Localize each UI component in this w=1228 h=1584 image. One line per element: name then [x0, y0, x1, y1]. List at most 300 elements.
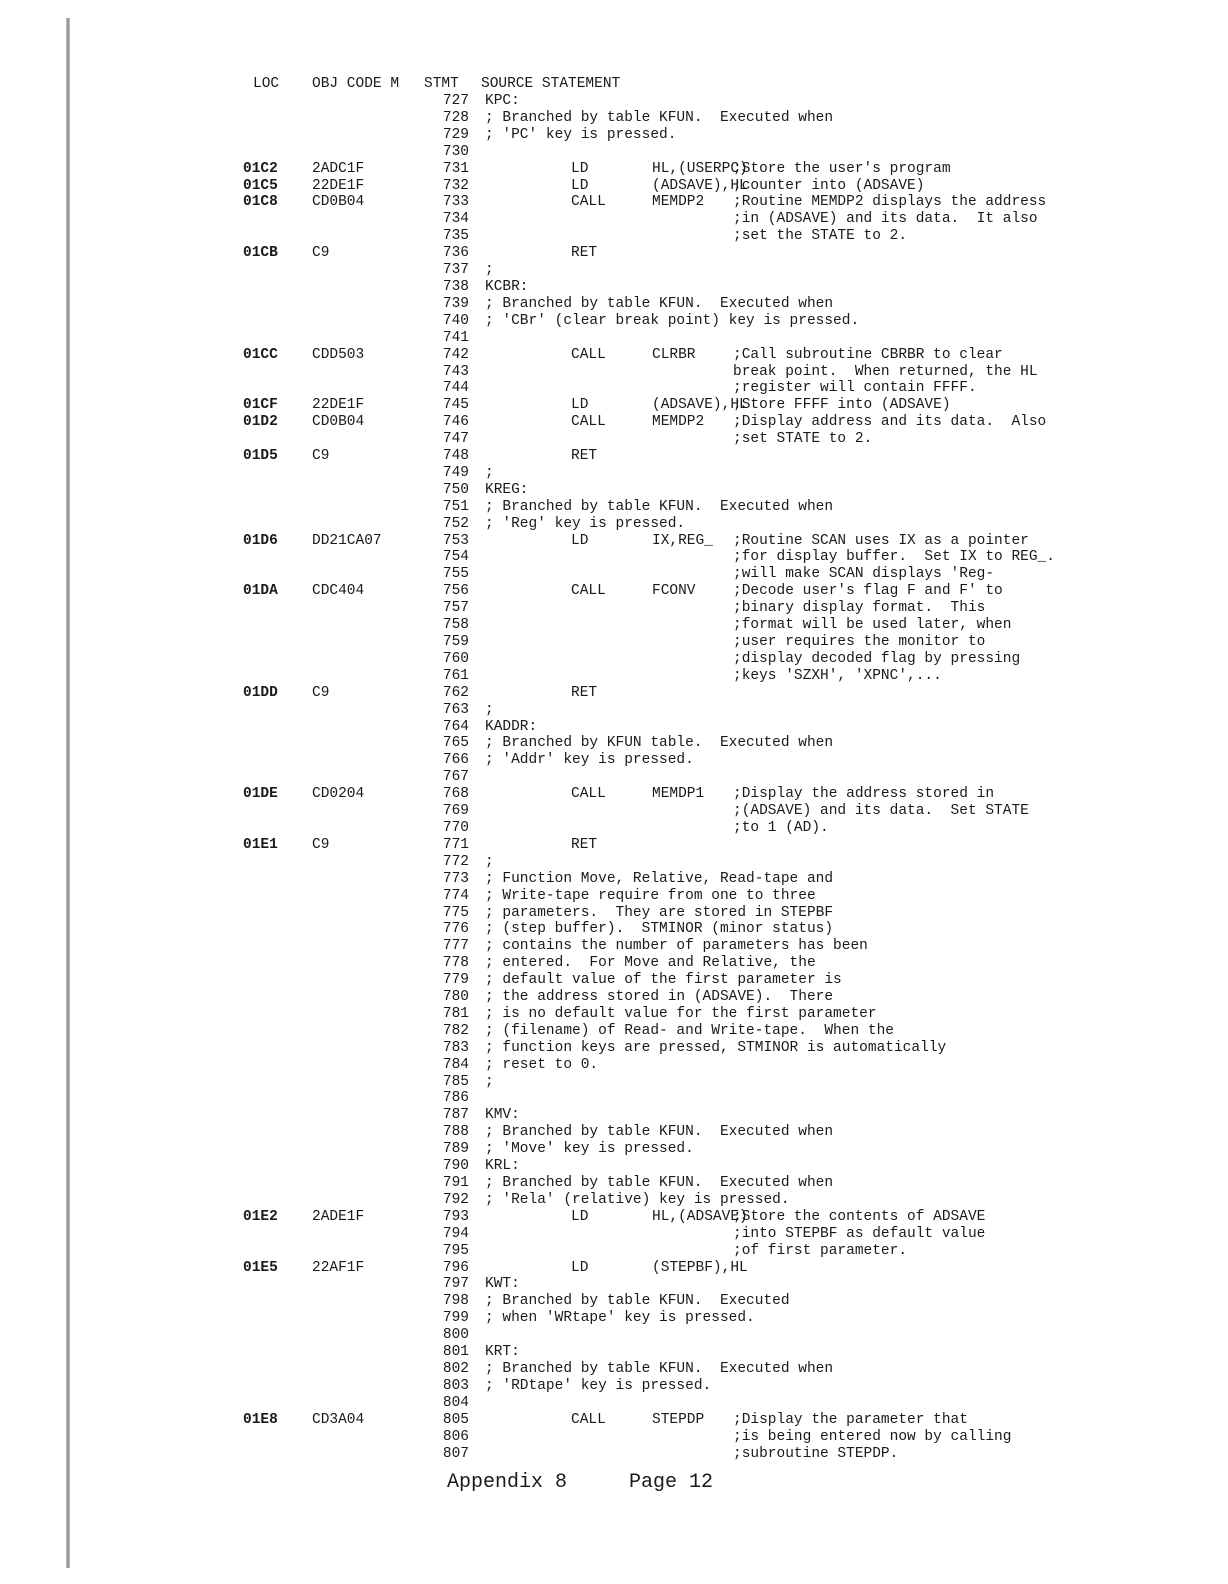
source-line: ; the address stored in (ADSAVE). There: [485, 989, 834, 1006]
statement-number: 752: [442, 515, 469, 532]
loc-address: 01D5: [243, 448, 278, 465]
loc-address: 01E5: [243, 1259, 278, 1276]
statement-number: 807: [442, 1445, 469, 1462]
opcode: CALL: [571, 194, 606, 211]
operand: FCONV: [652, 583, 696, 600]
source-line: ; 'CBr' (clear break point) key is pressed.: [485, 312, 860, 329]
statement-number: 747: [442, 431, 469, 448]
source-line: KWT:: [485, 1276, 520, 1293]
object-code: CD0B04: [312, 194, 365, 211]
loc-address: 01CC: [243, 346, 278, 363]
source-line: ; is no default value for the first parameter: [485, 1005, 877, 1022]
statement-number: 751: [442, 498, 469, 515]
listing-line: [0, 93, 1228, 110]
listing-line: [0, 1429, 1228, 1446]
listing-line: [0, 938, 1228, 955]
source-line: ; contains the number of parameters has been: [485, 938, 868, 955]
comment: ;set the STATE to 2.: [733, 228, 908, 245]
listing-line: [0, 1107, 1228, 1124]
statement-number: 798: [442, 1293, 469, 1310]
operand: CLRBR: [652, 346, 696, 363]
statement-number: 796: [442, 1259, 469, 1276]
listing-line: [0, 364, 1228, 381]
listing-line: [0, 1124, 1228, 1141]
statement-number: 769: [442, 803, 469, 820]
object-code: 22AF1F: [312, 1259, 365, 1276]
statement-number: 754: [442, 549, 469, 566]
listing-line: [0, 127, 1228, 144]
listing-line: [0, 972, 1228, 989]
comment: ;Call subroutine CBRBR to clear: [733, 346, 1003, 363]
listing-line: [0, 837, 1228, 854]
statement-number: 750: [442, 481, 469, 498]
statement-number: 755: [442, 566, 469, 583]
listing-line: [0, 194, 1228, 211]
statement-number: 803: [442, 1377, 469, 1394]
listing-line: [0, 144, 1228, 161]
listing-line: [0, 1158, 1228, 1175]
header-stmt: STMT: [424, 76, 459, 92]
source-line: ;: [485, 701, 494, 718]
column-header: [0, 76, 1228, 94]
source-line: ; 'RDtape' key is pressed.: [485, 1377, 712, 1394]
opcode: LD: [571, 177, 589, 194]
statement-number: 781: [442, 1005, 469, 1022]
listing-line: [0, 786, 1228, 803]
statement-number: 782: [442, 1022, 469, 1039]
statement-number: 801: [442, 1344, 469, 1361]
comment: ;user requires the monitor to: [733, 634, 986, 650]
operand: MEMDP2: [652, 414, 705, 431]
statement-number: 741: [442, 329, 469, 346]
statement-number: 746: [442, 414, 469, 431]
listing-line: [0, 549, 1228, 566]
listing-line: [0, 397, 1228, 414]
statement-number: 749: [442, 464, 469, 481]
statement-number: 729: [442, 126, 469, 143]
comment: ;into STEPBF as default value: [733, 1225, 986, 1242]
statement-number: 767: [442, 769, 469, 786]
listing-line: [0, 1260, 1228, 1277]
listing-line: [0, 1395, 1228, 1412]
source-line: ; (filename) of Read- and Write-tape. When the: [485, 1022, 894, 1039]
object-code: DD21CA07: [312, 532, 382, 549]
listing-line: [0, 685, 1228, 702]
statement-number: 770: [442, 819, 469, 836]
listing-line: [0, 1361, 1228, 1378]
loc-address: 01E8: [243, 1411, 278, 1428]
statement-number: 735: [442, 228, 469, 245]
listing-line: [0, 1378, 1228, 1395]
loc-address: 01C2: [243, 160, 278, 177]
statement-number: 728: [442, 109, 469, 126]
loc-address: 01C8: [243, 194, 278, 211]
listing-line: [0, 702, 1228, 719]
source-line: ; Write-tape require from one to three: [485, 887, 816, 904]
opcode: LD: [571, 397, 589, 414]
statement-number: 757: [442, 600, 469, 617]
comment: ;Store the user's program: [733, 160, 951, 177]
statement-number: 745: [442, 397, 469, 414]
statement-number: 780: [442, 989, 469, 1006]
loc-address: 01C5: [243, 177, 278, 194]
source-line: ; Branched by table KFUN. Executed when: [485, 295, 834, 312]
object-code: 2ADC1F: [312, 160, 365, 177]
statement-number: 739: [442, 295, 469, 312]
statement-number: 792: [442, 1191, 469, 1208]
comment: ;keys 'SZXH', 'XPNC',...: [733, 667, 942, 684]
statement-number: 778: [442, 955, 469, 972]
source-line: KCBR:: [485, 278, 529, 295]
listing-line: [0, 482, 1228, 499]
loc-address: 01DD: [243, 684, 278, 701]
source-line: ; entered. For Move and Relative, the: [485, 955, 816, 972]
assembly-listing: [0, 93, 1228, 1462]
statement-number: 800: [442, 1327, 469, 1344]
statement-number: 797: [442, 1276, 469, 1293]
statement-number: 737: [442, 262, 469, 279]
comment: ;of first parameter.: [733, 1242, 908, 1259]
listing-line: [0, 465, 1228, 482]
listing-line: [0, 245, 1228, 262]
source-line: ; Branched by table KFUN. Executed when: [485, 1175, 834, 1191]
listing-line: [0, 989, 1228, 1006]
statement-number: 788: [442, 1124, 469, 1141]
listing-line: [0, 347, 1228, 364]
listing-line: [0, 1040, 1228, 1057]
loc-address: 01D2: [243, 414, 278, 431]
statement-number: 763: [442, 701, 469, 718]
object-code: C9: [312, 448, 330, 465]
statement-number: 806: [442, 1428, 469, 1445]
object-code: 22DE1F: [312, 397, 365, 414]
opcode: LD: [571, 160, 589, 177]
listing-line: [0, 634, 1228, 651]
source-line: ; Branched by table KFUN. Executed when: [485, 1124, 834, 1141]
comment: ;Routine SCAN uses IX as a pointer: [733, 532, 1029, 549]
footer-page-number: Page 12: [629, 1471, 714, 1494]
statement-number: 776: [442, 921, 469, 938]
header-obj-code: OBJ CODE M: [312, 76, 400, 92]
listing-line: [0, 600, 1228, 617]
comment: ;subroutine STEPDP.: [733, 1445, 899, 1462]
listing-line: [0, 566, 1228, 583]
listing-line: [0, 854, 1228, 871]
source-line: ; default value of the first parameter is: [485, 972, 842, 989]
listing-line: [0, 431, 1228, 448]
listing-line: [0, 330, 1228, 347]
listing-line: [0, 1276, 1228, 1293]
statement-number: 764: [442, 718, 469, 735]
listing-line: [0, 1243, 1228, 1260]
statement-number: 738: [442, 278, 469, 295]
source-line: ; 'Reg' key is pressed.: [485, 515, 686, 532]
opcode: CALL: [571, 414, 606, 431]
opcode: RET: [571, 448, 598, 465]
statement-number: 734: [442, 211, 469, 228]
listing-line: [0, 1310, 1228, 1327]
statement-number: 802: [442, 1360, 469, 1377]
source-line: ;: [485, 853, 494, 870]
statement-number: 771: [442, 836, 469, 853]
operand: MEMDP2: [652, 194, 705, 211]
statement-number: 730: [442, 143, 469, 160]
statement-number: 759: [442, 634, 469, 650]
statement-number: 795: [442, 1242, 469, 1259]
statement-number: 787: [442, 1107, 469, 1124]
listing-line: [0, 719, 1228, 736]
statement-number: 804: [442, 1394, 469, 1411]
comment: ;Display the address stored in: [733, 786, 995, 803]
listing-line: [0, 161, 1228, 178]
statement-number: 786: [442, 1090, 469, 1107]
statement-number: 790: [442, 1158, 469, 1175]
source-line: ; Function Move, Relative, Read-tape and: [485, 870, 834, 887]
listing-line: [0, 668, 1228, 685]
comment: break point. When returned, the HL: [733, 363, 1038, 380]
statement-number: 783: [442, 1039, 469, 1056]
comment: ;for display buffer. Set IX to REG_.: [733, 549, 1055, 566]
operand: HL,(USERPC): [652, 160, 748, 177]
source-line: ; (step buffer). STMINOR (minor status): [485, 921, 834, 938]
statement-number: 772: [442, 853, 469, 870]
source-line: ; when 'WRtape' key is pressed.: [485, 1310, 755, 1327]
statement-number: 727: [442, 93, 469, 109]
listing-line: [0, 1344, 1228, 1361]
listing-line: [0, 617, 1228, 634]
statement-number: 785: [442, 1073, 469, 1090]
listing-line: [0, 228, 1228, 245]
opcode: CALL: [571, 346, 606, 363]
statement-number: 761: [442, 667, 469, 684]
listing-line: [0, 296, 1228, 313]
listing-line: [0, 921, 1228, 938]
statement-number: 742: [442, 346, 469, 363]
listing-line: [0, 380, 1228, 397]
source-line: ; parameters. They are stored in STEPBF: [485, 904, 834, 921]
listing-line: [0, 1006, 1228, 1023]
opcode: LD: [571, 1208, 589, 1225]
comment: ;display decoded flag by pressing: [733, 650, 1021, 667]
source-line: KPC:: [485, 93, 520, 109]
listing-line: [0, 888, 1228, 905]
loc-address: 01CB: [243, 245, 278, 262]
listing-line: [0, 955, 1228, 972]
loc-address: 01CF: [243, 397, 278, 414]
statement-number: 774: [442, 887, 469, 904]
comment: ;counter into (ADSAVE): [733, 177, 925, 194]
listing-line: [0, 1175, 1228, 1192]
source-line: ; reset to 0.: [485, 1056, 599, 1073]
listing-line: [0, 905, 1228, 922]
source-line: ;: [485, 464, 494, 481]
source-line: ; function keys are pressed, STMINOR is automatically: [485, 1039, 947, 1056]
statement-number: 733: [442, 194, 469, 211]
loc-address: 01D6: [243, 532, 278, 549]
listing-line: [0, 279, 1228, 296]
opcode: RET: [571, 836, 598, 853]
source-line: ; Branched by table KFUN. Executed when: [485, 109, 834, 126]
listing-line: [0, 1074, 1228, 1091]
listing-line: [0, 533, 1228, 550]
statement-number: 789: [442, 1141, 469, 1158]
listing-line: [0, 1209, 1228, 1226]
comment: ;to 1 (AD).: [733, 819, 829, 836]
statement-number: 756: [442, 583, 469, 600]
listing-line: [0, 1412, 1228, 1429]
object-code: 2ADE1F: [312, 1208, 365, 1225]
statement-number: 793: [442, 1208, 469, 1225]
source-line: ; Branched by table KFUN. Executed: [485, 1293, 790, 1310]
statement-number: 740: [442, 312, 469, 329]
source-line: ; Branched by table KFUN. Executed when: [485, 498, 834, 515]
statement-number: 760: [442, 650, 469, 667]
listing-line: [0, 871, 1228, 888]
statement-number: 731: [442, 160, 469, 177]
comment: ;binary display format. This: [733, 600, 986, 617]
source-line: KMV:: [485, 1107, 520, 1124]
operand: HL,(ADSAVE): [652, 1208, 748, 1225]
statement-number: 777: [442, 938, 469, 955]
listing-line: [0, 1446, 1228, 1463]
source-line: KADDR:: [485, 718, 538, 735]
statement-number: 736: [442, 245, 469, 262]
object-code: CD0204: [312, 786, 365, 803]
object-code: C9: [312, 245, 330, 262]
statement-number: 765: [442, 735, 469, 752]
listing-line: [0, 735, 1228, 752]
statement-number: 743: [442, 363, 469, 380]
listing-line: [0, 1327, 1228, 1344]
statement-number: 791: [442, 1175, 469, 1191]
operand: IX,REG_: [652, 532, 713, 549]
statement-number: 762: [442, 684, 469, 701]
listing-line: [0, 1226, 1228, 1243]
operand: (ADSAVE),HL: [652, 177, 748, 194]
object-code: C9: [312, 836, 330, 853]
object-code: CDC404: [312, 583, 365, 600]
loc-address: 01DE: [243, 786, 278, 803]
statement-number: 766: [442, 752, 469, 769]
operand: (STEPBF),HL: [652, 1259, 748, 1276]
opcode: RET: [571, 245, 598, 262]
statement-number: 775: [442, 904, 469, 921]
listing-line: [0, 803, 1228, 820]
footer-appendix: Appendix 8: [447, 1471, 568, 1494]
listing-line: [0, 516, 1228, 533]
comment: ;will make SCAN displays 'Reg-: [733, 566, 995, 583]
listing-line: [0, 1023, 1228, 1040]
loc-address: 01E1: [243, 836, 278, 853]
statement-number: 753: [442, 532, 469, 549]
listing-line: [0, 752, 1228, 769]
header-loc: LOC: [253, 76, 280, 92]
comment: ;format will be used later, when: [733, 617, 1012, 634]
object-code: 22DE1F: [312, 177, 365, 194]
statement-number: 779: [442, 972, 469, 989]
statement-number: 773: [442, 870, 469, 887]
loc-address: 01DA: [243, 583, 278, 600]
comment: ;Routine MEMDP2 displays the address: [733, 194, 1047, 211]
source-line: KRT:: [485, 1344, 520, 1361]
listing-line: [0, 414, 1228, 431]
comment: ;(ADSAVE) and its data. Set STATE: [733, 803, 1029, 820]
source-line: ; 'Rela' (relative) key is pressed.: [485, 1191, 790, 1208]
operand: MEMDP1: [652, 786, 705, 803]
source-line: ; Branched by KFUN table. Executed when: [485, 735, 834, 752]
opcode: CALL: [571, 583, 606, 600]
opcode: CALL: [571, 1411, 606, 1428]
listing-line: [0, 178, 1228, 195]
comment: ;Store the contents of ADSAVE: [733, 1208, 986, 1225]
listing-line: [0, 211, 1228, 228]
source-line: ;: [485, 1073, 494, 1090]
comment: ;register will contain FFFF.: [733, 380, 977, 397]
listing-line: [0, 651, 1228, 668]
listing-line: [0, 1293, 1228, 1310]
listing-line: [0, 1057, 1228, 1074]
object-code: CD0B04: [312, 414, 365, 431]
statement-number: 784: [442, 1056, 469, 1073]
object-code: C9: [312, 684, 330, 701]
listing-line: [0, 1090, 1228, 1107]
statement-number: 799: [442, 1310, 469, 1327]
statement-number: 805: [442, 1411, 469, 1428]
comment: ;set STATE to 2.: [733, 431, 873, 448]
source-line: KRL:: [485, 1158, 520, 1175]
listing-line: [0, 499, 1228, 516]
object-code: CDD503: [312, 346, 365, 363]
statement-number: 794: [442, 1225, 469, 1242]
statement-number: 758: [442, 617, 469, 634]
statement-number: 748: [442, 448, 469, 465]
source-line: KREG:: [485, 481, 529, 498]
comment: ;Display the parameter that: [733, 1411, 968, 1428]
comment: ;is being entered now by calling: [733, 1428, 1012, 1445]
listing-line: [0, 313, 1228, 330]
source-line: ; 'PC' key is pressed.: [485, 126, 677, 143]
listing-line: [0, 262, 1228, 279]
comment: ;Decode user's flag F and F' to: [733, 583, 1003, 600]
page-footer: [0, 1471, 1228, 1501]
opcode: LD: [571, 532, 589, 549]
listing-line: [0, 448, 1228, 465]
operand: (ADSAVE),HL: [652, 397, 748, 414]
source-line: ; Branched by table KFUN. Executed when: [485, 1360, 834, 1377]
comment: ;Display address and its data. Also: [733, 414, 1047, 431]
statement-number: 768: [442, 786, 469, 803]
source-line: ;: [485, 262, 494, 279]
header-source-statement: SOURCE STATEMENT: [481, 76, 621, 92]
statement-number: 732: [442, 177, 469, 194]
source-line: ; 'Move' key is pressed.: [485, 1141, 694, 1158]
listing-line: [0, 1141, 1228, 1158]
listing-line: [0, 583, 1228, 600]
opcode: LD: [571, 1259, 589, 1276]
listing-line: [0, 769, 1228, 786]
source-line: ; 'Addr' key is pressed.: [485, 752, 694, 769]
statement-number: 744: [442, 380, 469, 397]
operand: STEPDP: [652, 1411, 705, 1428]
comment: ;Store FFFF into (ADSAVE): [733, 397, 951, 414]
listing-line: [0, 820, 1228, 837]
listing-line: [0, 1192, 1228, 1209]
loc-address: 01E2: [243, 1208, 278, 1225]
opcode: CALL: [571, 786, 606, 803]
comment: ;in (ADSAVE) and its data. It also: [733, 211, 1038, 228]
listing-line: [0, 110, 1228, 127]
opcode: RET: [571, 684, 598, 701]
